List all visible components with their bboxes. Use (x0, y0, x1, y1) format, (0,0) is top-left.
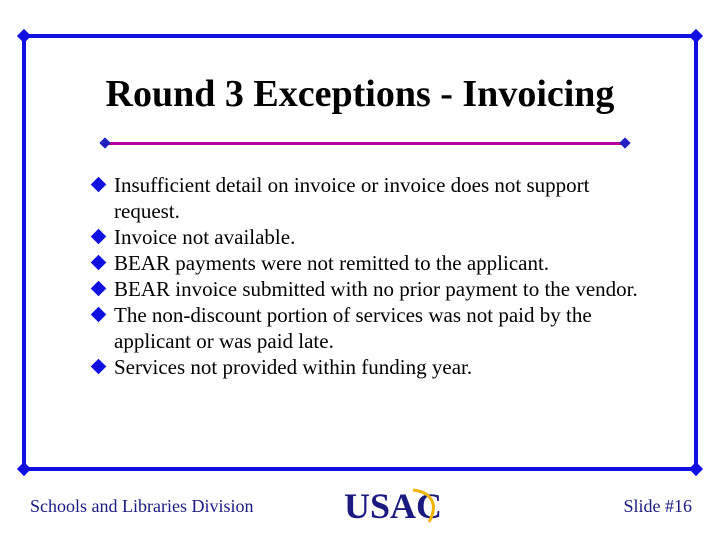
bullet-text: BEAR invoice submitted with no prior payment to the vendor. (114, 277, 638, 301)
bullet-text: Invoice not available. (114, 225, 296, 249)
bullet-text: Services not provided within funding year. (114, 355, 473, 379)
bullet-diamond-icon (91, 229, 107, 245)
corner-diamond-icon (17, 29, 31, 43)
frame-bottom-border (22, 467, 698, 471)
bullet-list (90, 172, 650, 380)
bullet-diamond-icon (91, 255, 107, 271)
bullet-diamond-icon (91, 359, 107, 375)
rule-end-diamond-icon (619, 137, 630, 148)
corner-diamond-icon (689, 462, 703, 476)
bullet-diamond-icon (91, 177, 107, 193)
title-underline (105, 142, 625, 145)
bullet-item (90, 250, 650, 276)
frame-left-border (22, 34, 26, 471)
logo-text: USAC (343, 486, 443, 526)
bullet-item (90, 302, 650, 354)
bullet-text: The non-discount portion of services was not paid by the applicant or was paid late. (114, 303, 592, 353)
bullet-item (90, 172, 650, 224)
bullet-item (90, 276, 650, 302)
bullet-text: BEAR payments were not remitted to the applicant. (114, 251, 550, 275)
footer-division-name: Schools and Libraries Division (30, 496, 254, 516)
corner-diamond-icon (689, 29, 703, 43)
frame-top-border (22, 34, 698, 38)
bullet-item (90, 224, 650, 250)
slide-title: Round 3 Exceptions - Invoicing (105, 73, 615, 115)
bullet-diamond-icon (91, 307, 107, 323)
slide-number: Slide #16 (623, 496, 692, 516)
usac-logo (343, 482, 443, 528)
frame-right-border (694, 34, 698, 471)
bullet-text: Insufficient detail on invoice or invoice does not support request. (114, 173, 590, 223)
bullet-item (90, 354, 650, 380)
bullet-diamond-icon (91, 281, 107, 297)
corner-diamond-icon (17, 462, 31, 476)
rule-end-diamond-icon (99, 137, 110, 148)
